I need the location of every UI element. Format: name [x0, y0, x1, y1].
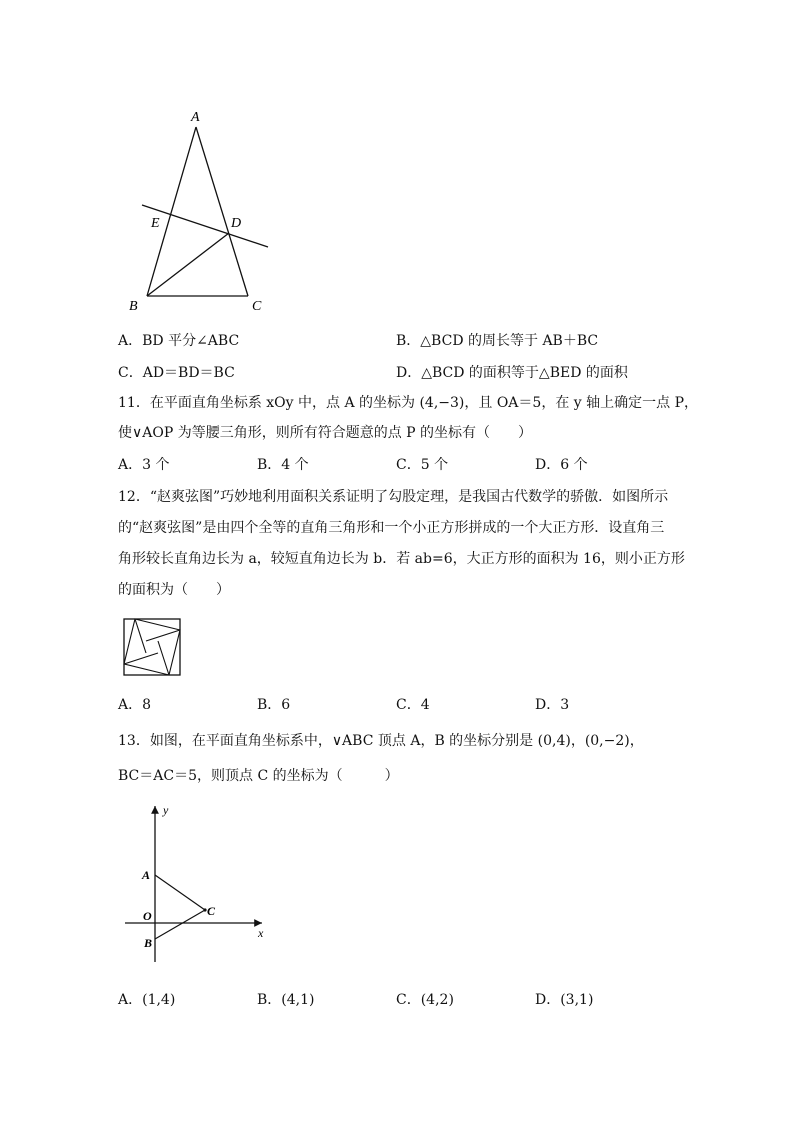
- q11-text-line2: 使∨AOP 为等腰三角形，则所有符合题意的点 P 的坐标有（ ）: [118, 425, 533, 441]
- label-c: C: [252, 299, 262, 314]
- q12-text-line3: 角形较长直角边长为 a，较短直角边长为 b．若 ab=6，大正方形的面积为 16，则小正方形: [118, 551, 685, 567]
- q10-option-d: D．△BCD 的面积等于△BED 的面积: [396, 365, 628, 381]
- label-b: B: [129, 299, 138, 314]
- triangle-figure: [120, 100, 290, 320]
- q10-option-c: C．AD＝BD＝BC: [118, 365, 235, 381]
- side-ab: [147, 127, 196, 296]
- label-e: E: [151, 216, 160, 231]
- q12-text-line1: 12．“赵爽弦图”巧妙地利用面积关系证明了勾股定理，是我国古代数学的骄傲．如图所示: [118, 489, 669, 505]
- label-a-point: A: [142, 868, 151, 882]
- segment-ac: [155, 875, 205, 910]
- axis-label-x: x: [258, 926, 264, 940]
- q13-text-line1: 13．如图，在平面直角坐标系中，∨ABC 顶点 A，B 的坐标分别是 (0,4)，(0,−2)，: [118, 733, 644, 749]
- q13-option-b: B．(4,1): [257, 992, 315, 1008]
- q13-option-d: D．(3,1): [535, 992, 594, 1008]
- inner-leg-4: [124, 653, 158, 664]
- q11-option-d: D．6 个: [535, 457, 588, 473]
- line-ed: [142, 205, 268, 247]
- q12-option-d: D．3: [535, 697, 570, 713]
- q11-text-line1: 11．在平面直角坐标系 xOy 中，点 A 的坐标为 (4,−3)，且 OA＝5，在 y 轴上确定一点 P，: [118, 395, 699, 411]
- q12-option-a: A．8: [118, 697, 152, 713]
- q11-option-a: A．3 个: [118, 457, 170, 473]
- label-b-point: B: [144, 936, 153, 950]
- label-d: D: [231, 216, 242, 231]
- axis-label-y: y: [163, 803, 169, 817]
- label-a: A: [191, 110, 200, 125]
- q11-option-b: B．4 个: [257, 457, 309, 473]
- inner-leg-3: [158, 641, 169, 675]
- q12-option-c: C．4: [396, 697, 430, 713]
- q13-option-c: C．(4,2): [396, 992, 454, 1008]
- zhao-shuang-diagram: [123, 618, 181, 676]
- q13-text-line2: BC＝AC＝5，则顶点 C 的坐标为（ ）: [118, 768, 399, 784]
- q12-text-line2: 的“赵爽弦图”是由四个全等的直角三角形和一个小正方形拼成的一个大正方形．设直角三: [118, 520, 665, 536]
- segment-bc: [155, 910, 205, 939]
- q11-option-c: C．5 个: [396, 457, 449, 473]
- label-c-point: C: [207, 904, 216, 918]
- q10-option-a: A．BD 平分∠ABC: [118, 333, 240, 349]
- q13-option-a: A．(1,4): [118, 992, 176, 1008]
- side-ac: [196, 127, 248, 296]
- label-o: O: [143, 909, 152, 923]
- segment-bd: [147, 233, 229, 296]
- inner-leg-2: [146, 630, 180, 641]
- q12-text-line4: 的面积为（ ）: [118, 582, 230, 598]
- q12-option-b: B．6: [257, 697, 291, 713]
- hypotenuse-square: [124, 619, 180, 675]
- q10-option-b: B．△BCD 的周长等于 AB＋BC: [396, 333, 599, 349]
- inner-leg-1: [135, 619, 146, 653]
- coordinate-figure: [120, 800, 270, 965]
